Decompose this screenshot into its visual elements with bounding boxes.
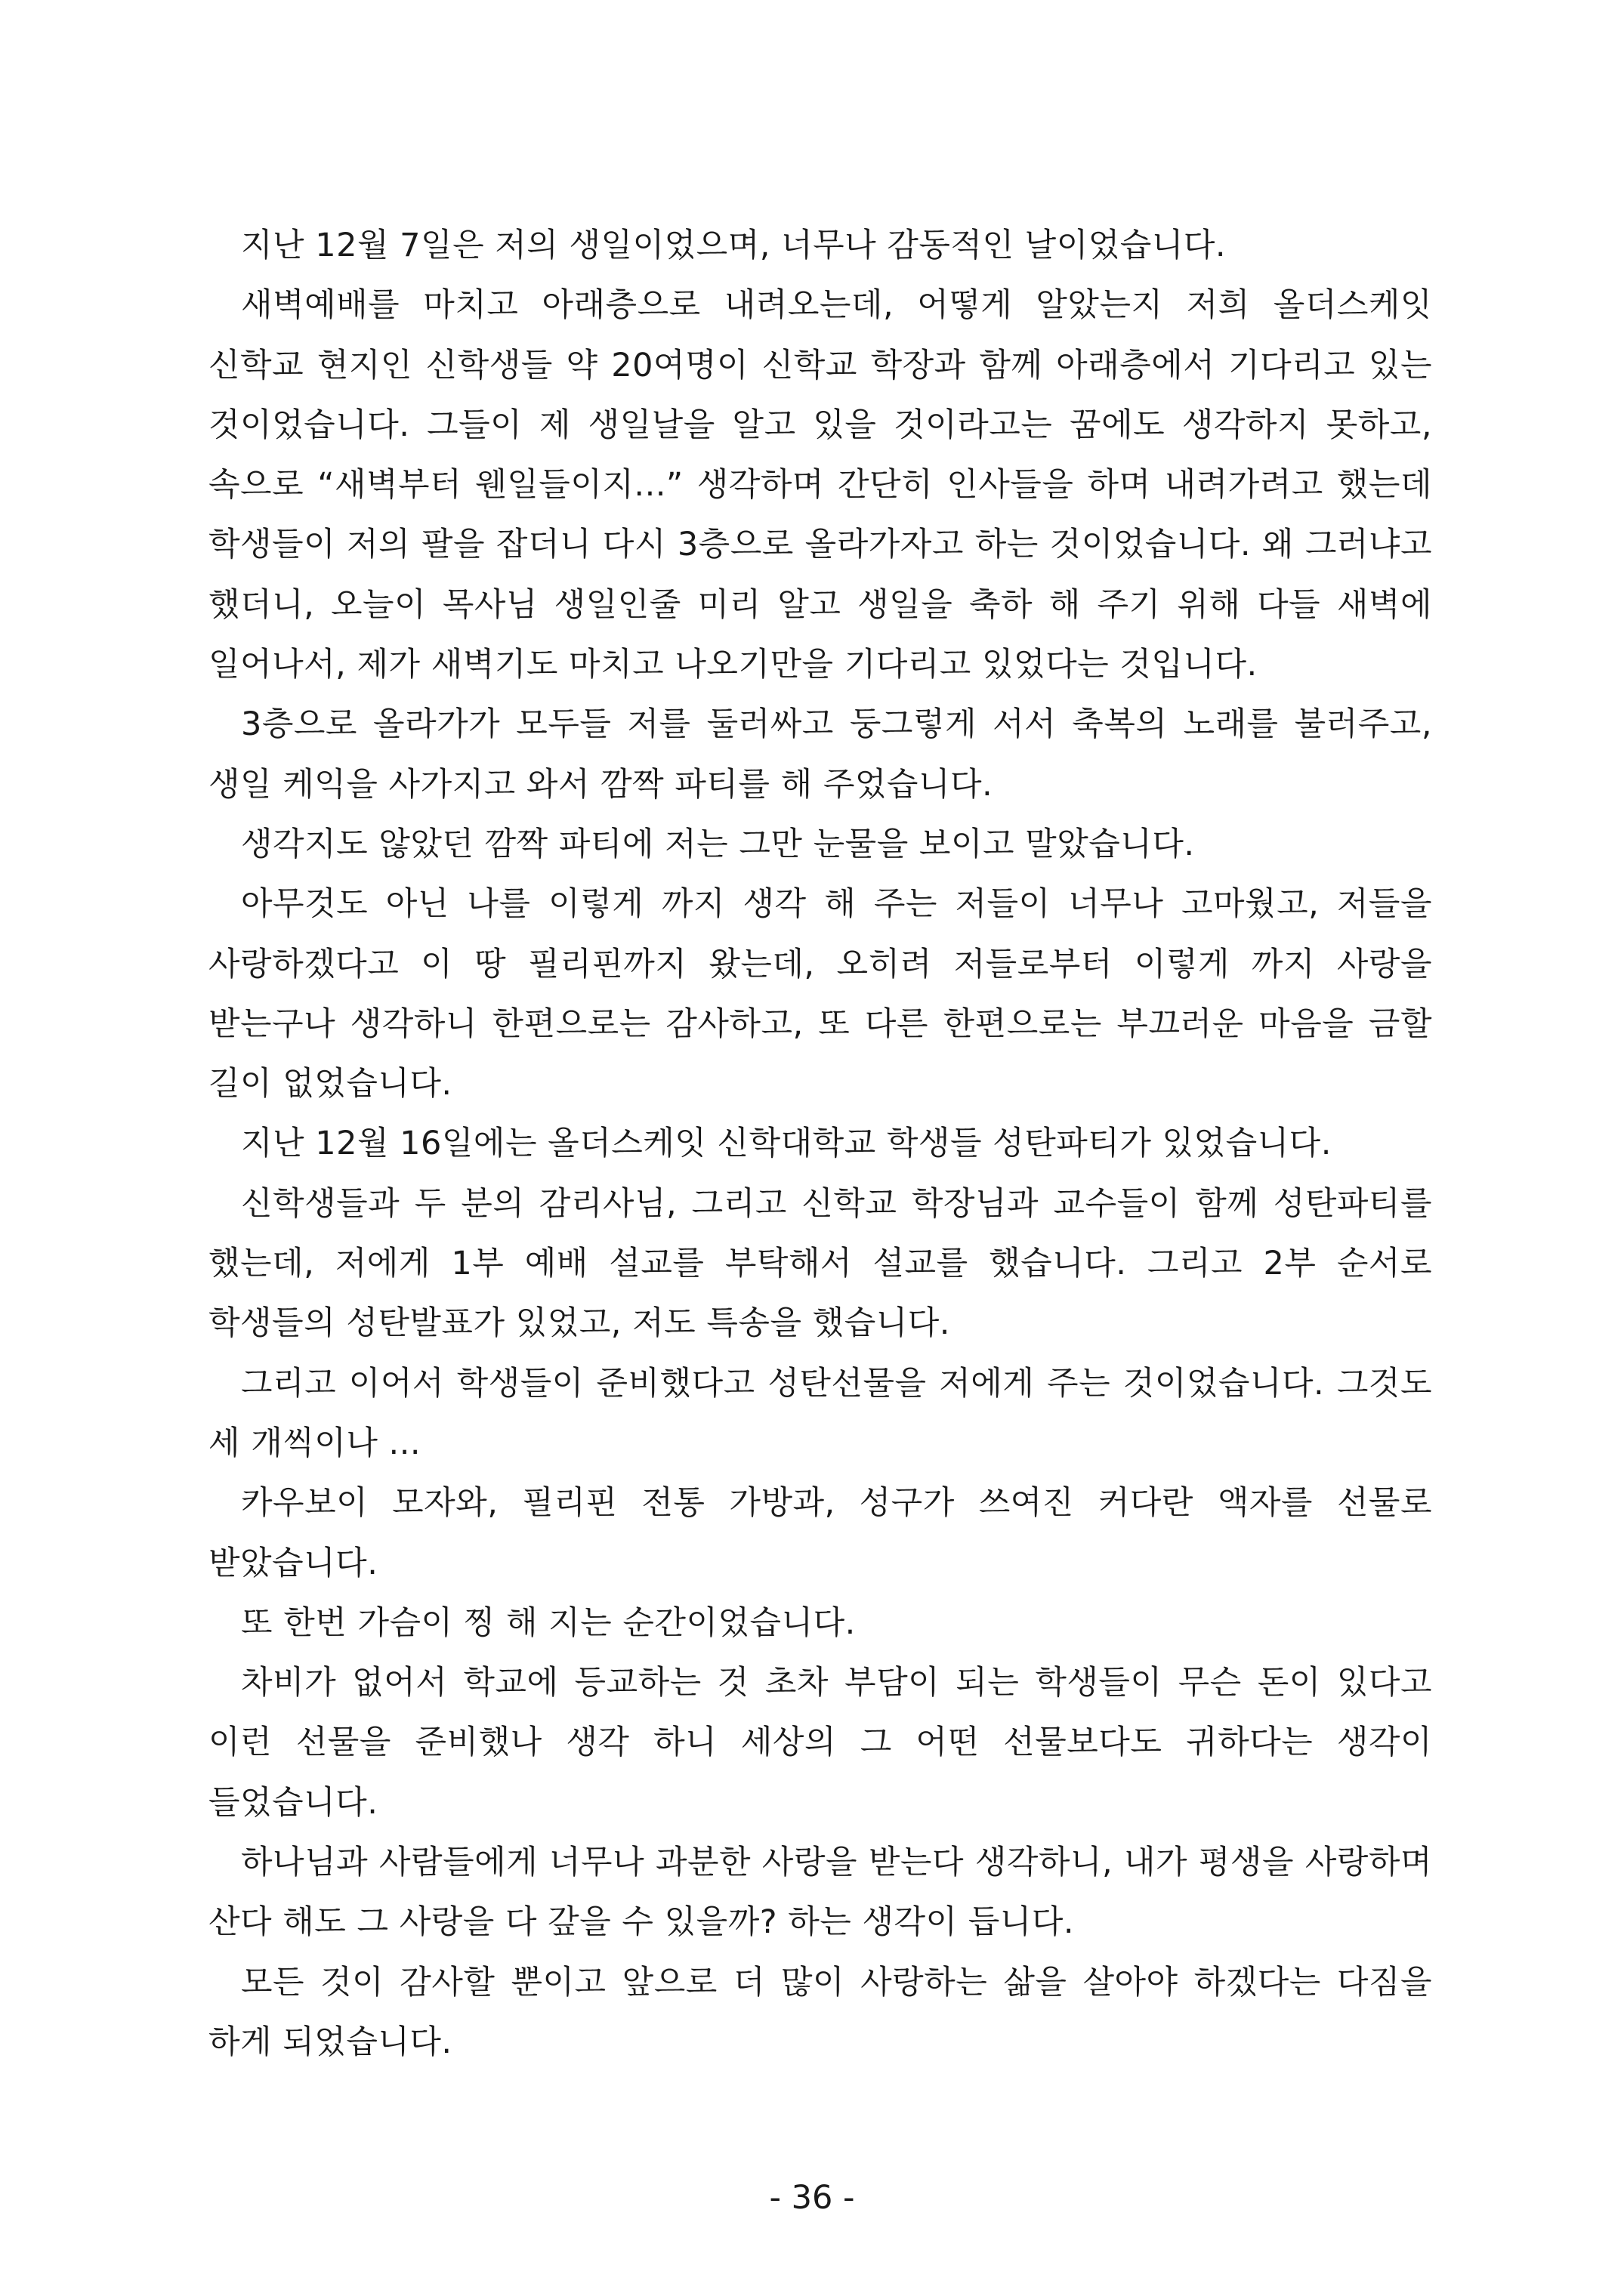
paragraph: 아무것도 아닌 나를 이렇게 까지 생각 해 주는 저들이 너무나 고마웠고, 저들을 사랑하겠다고 이 땅 필리핀까지 왔는데, 오히려 저들로부터 이렇게 까지 사랑을 받는구나 생각하니 한편으로는 감사하고, 또 다른 한편으로는 부끄러운 마음을 금할 길이 없었습니다. [208, 885, 1432, 1103]
paragraph: 그리고 이어서 학생들이 준비했다고 성탄선물을 저에게 주는 것이었습니다. 그것도 세 개씩이나 ... [208, 1364, 1432, 1462]
paragraph: 생각지도 않았던 깜짝 파티에 저는 그만 눈물을 보이고 말았습니다. [241, 825, 1195, 863]
paragraph: 신학생들과 두 분의 감리사님, 그리고 신학교 학장님과 교수들이 함께 성탄파티를 했는데, 저에게 1부 예배 설교를 부탁해서 설교를 했습니다. 그리고 2부 순서로 학생들의 성탄발표가 있었고, 저도 특송을 했습니다. [208, 1184, 1432, 1343]
paragraph: 모든 것이 감사할 뿐이고 앞으로 더 많이 사랑하는 삶을 살아야 하겠다는 다짐을 하게 되었습니다. [208, 1963, 1432, 2061]
paragraph: 지난 12월 7일은 저의 생일이었으며, 너무나 감동적인 날이었습니다. [241, 227, 1227, 264]
paragraph: 지난 12월 16일에는 올더스케잇 신학대학교 학생들 성탄파티가 있었습니다. [241, 1125, 1332, 1163]
body-text [208, 216, 1432, 2072]
paragraph: 차비가 없어서 학교에 등교하는 것 초차 부담이 되는 학생들이 무슨 돈이 있다고 이런 선물을 준비했나 생각 하니 세상의 그 어떤 선물보다도 귀하다는 생각이 들었습니다. [208, 1664, 1432, 1822]
paragraph: 하나님과 사람들에게 너무나 과분한 사랑을 받는다 생각하니, 내가 평생을 사랑하며 산다 해도 그 사랑을 다 갚을 수 있을까? 하는 생각이 듭니다. [208, 1844, 1432, 1942]
paragraph: 새벽예배를 마치고 아래층으로 내려오는데, 어떻게 알았는지 저희 올더스케잇 신학교 현지인 신학생들 약 20여명이 신학교 학장과 함께 아래층에서 기다리고 있는 것이었습니다. 그들이 제 생일날을 알고 있을 것이라고는 꿈에도 생각하지 못하고, 속으로 “새벽부터 웬일들이지...” 생각하며 간단히 인사들을 하며 내려가려고 했는데 학생들이 저의 팔을 잡더니 다시 3층으로 올라가자고 하는 것이었습니다. 왜 그러냐고 했더니, 오늘이 목사님 생일인줄 미리 알고 생일을 축하 해 주기 위해 다들 새벽에 일어나서, 제가 새벽기도 마치고 나오기만을 기다리고 있었다는 것입니다. [208, 286, 1432, 684]
paragraph: 3층으로 올라가가 모두들 저를 둘러싸고 둥그렇게 서서 축복의 노래를 불러주고, 생일 케익을 사가지고 와서 깜짝 파티를 해 주었습니다. [208, 705, 1432, 804]
paragraph: 카우보이 모자와, 필리핀 전통 가방과, 성구가 쓰여진 커다란 액자를 선물로 받았습니다. [208, 1484, 1432, 1582]
page-number: - 36 - [769, 2179, 855, 2217]
paragraph: 또 한번 가슴이 찡 해 지는 순간이었습니다. [241, 1603, 856, 1642]
